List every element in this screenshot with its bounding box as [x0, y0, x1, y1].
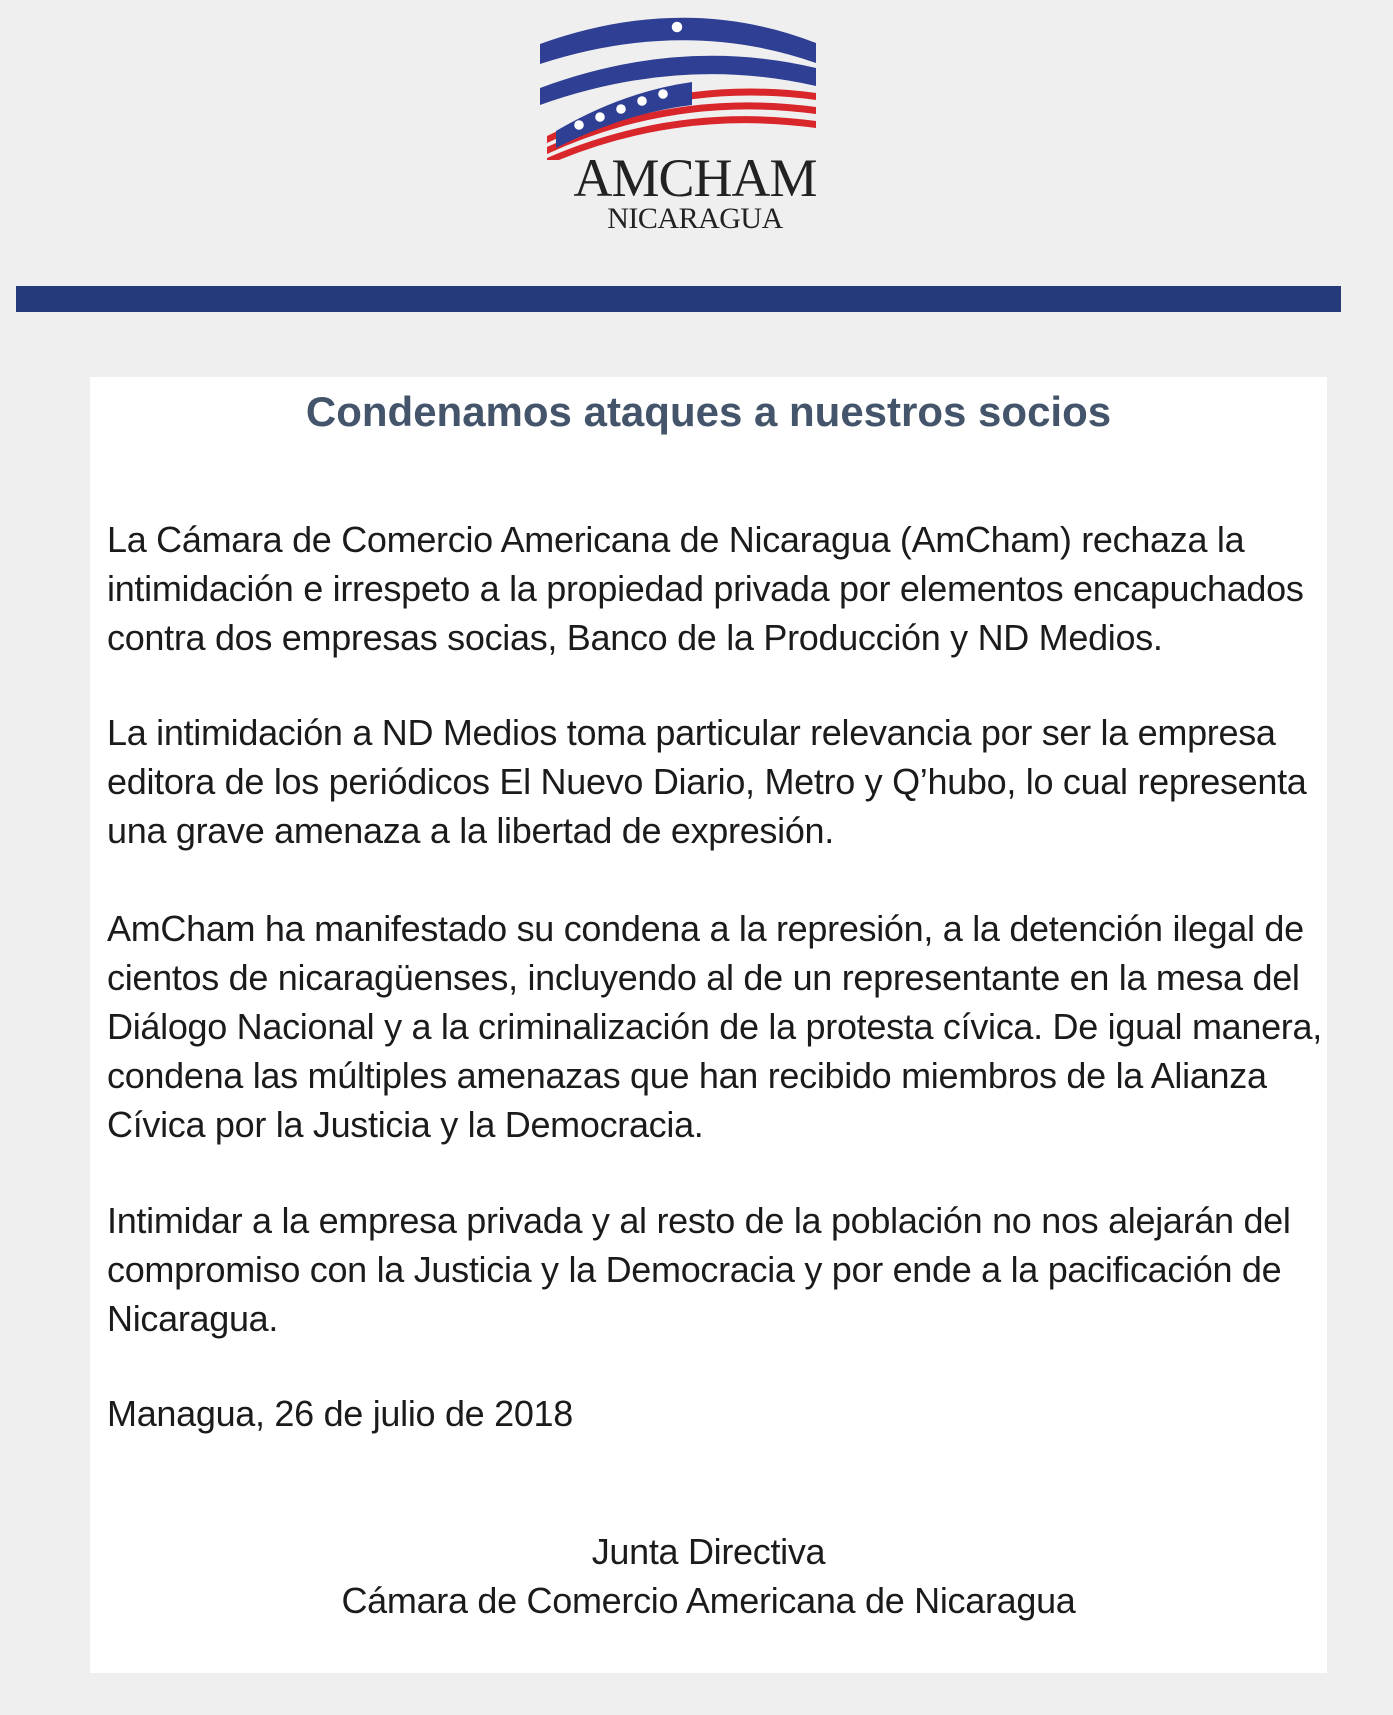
- statement-title: Condenamos ataques a nuestros socios: [305, 388, 1112, 435]
- statement-paragraph-2: La intimidación a ND Medios toma particular relevancia por ser la empresa editora de los periódicos El Nuevo Diario, Metro y Q’hubo, lo cual representa una grave amenaza a la libertad de expresión.: [107, 712, 1307, 851]
- brand-name: AMCHAM: [573, 148, 817, 208]
- brand-subname: NICARAGUA: [607, 202, 783, 235]
- flag-arc-logo-mark: [530, 10, 860, 160]
- header-divider: [16, 286, 1341, 312]
- star-icon: [637, 96, 647, 106]
- signature-board: Junta Directiva: [591, 1531, 826, 1572]
- page-header: [0, 0, 1393, 285]
- statement-paragraph-1: La Cámara de Comercio Americana de Nicaragua (AmCham) rechaza la intimidación e irrespeto a la propiedad privada por elementos encapuchados contra dos empresas socias, Banco de la Producción y ND Medios.: [107, 519, 1304, 658]
- emblem-icon: [671, 21, 683, 33]
- star-icon: [616, 104, 626, 114]
- star-icon: [574, 120, 584, 130]
- signature-organization: Cámara de Comercio Americana de Nicaragua: [341, 1580, 1076, 1621]
- amcham-logo: [530, 10, 860, 240]
- star-icon: [658, 89, 668, 99]
- statement-card: [90, 377, 1327, 1673]
- statement-paragraph-4: Intimidar a la empresa privada y al resto de la población no nos alejarán del compromiso con la Justicia y la Democracia y por ende a la pacificación de Nicaragua.: [107, 1200, 1291, 1339]
- statement-date: Managua, 26 de julio de 2018: [107, 1393, 573, 1434]
- statement-paragraph-3: AmCham ha manifestado su condena a la represión, a la detención ilegal de cientos de nicaragüenses, incluyendo al de un representante en la mesa del Diálogo Nacional y a la criminalización de la protesta cívica. De igual manera, condena las múltiples amenazas que han recibido miembros de la Alianza Cívica por la Justicia y la Democracia.: [107, 908, 1322, 1145]
- star-icon: [595, 112, 605, 122]
- signature-block: [90, 1527, 1327, 1625]
